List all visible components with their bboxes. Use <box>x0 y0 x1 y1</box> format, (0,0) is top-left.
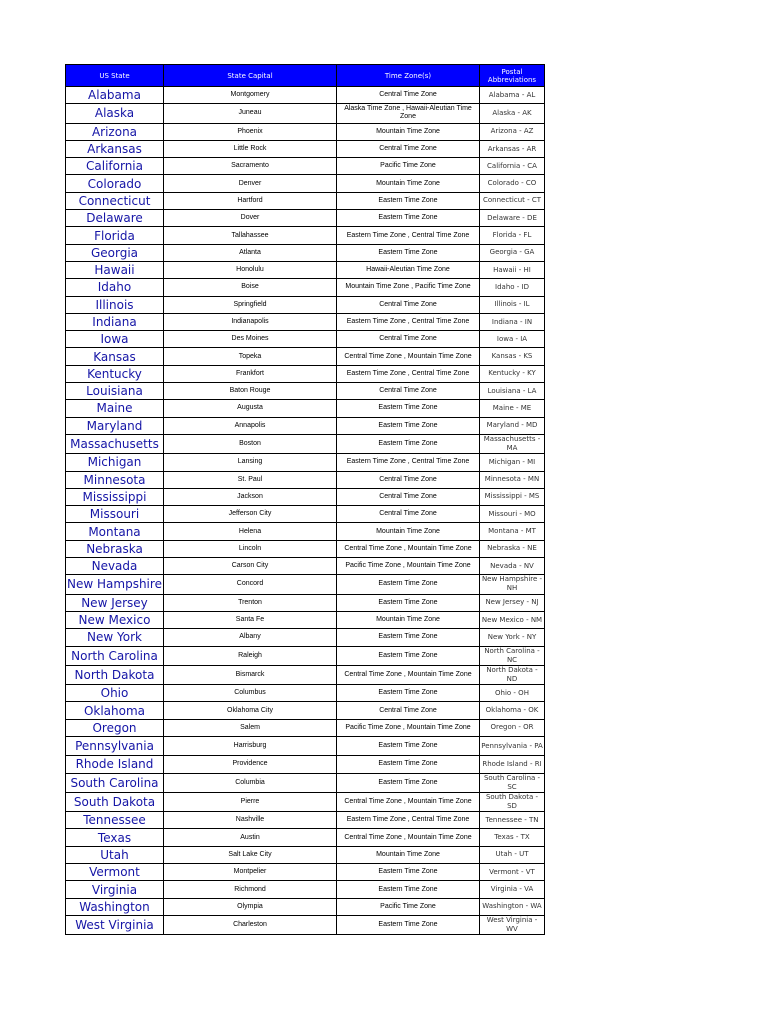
state-capital-cell: Indianapolis <box>164 313 337 330</box>
time-zone-cell: Eastern Time Zone , Central Time Zone <box>337 812 480 829</box>
state-name-cell: Arkansas <box>66 140 164 157</box>
state-name-cell: Connecticut <box>66 192 164 209</box>
time-zone-cell: Central Time Zone <box>337 140 480 157</box>
state-capital-cell: Helena <box>164 523 337 540</box>
state-capital-cell: Atlanta <box>164 244 337 261</box>
state-name-cell: Alabama <box>66 87 164 104</box>
time-zone-cell: Pacific Time Zone <box>337 898 480 915</box>
postal-abbreviation-cell: Arizona - AZ <box>480 123 545 140</box>
table-row <box>66 629 545 646</box>
state-name-cell: Ohio <box>66 685 164 702</box>
table-row <box>66 261 545 278</box>
header-postal-abbreviations: Postal Abbreviations <box>480 65 545 87</box>
table-row <box>66 719 545 736</box>
postal-abbreviation-cell: South Carolina - SC <box>480 773 545 792</box>
table-row <box>66 756 545 773</box>
postal-abbreviation-cell: Idaho - ID <box>480 279 545 296</box>
table-row <box>66 594 545 611</box>
time-zone-cell: Eastern Time Zone <box>337 629 480 646</box>
state-name-cell: Colorado <box>66 175 164 192</box>
postal-abbreviation-cell: Kansas - KS <box>480 348 545 365</box>
table-row <box>66 506 545 523</box>
state-capital-cell: Montpelier <box>164 864 337 881</box>
state-name-cell: Missouri <box>66 506 164 523</box>
postal-abbreviation-cell: Utah - UT <box>480 846 545 863</box>
postal-abbreviation-cell: Connecticut - CT <box>480 192 545 209</box>
time-zone-cell: Eastern Time Zone <box>337 210 480 227</box>
state-capital-cell: Pierre <box>164 792 337 811</box>
table-row <box>66 227 545 244</box>
time-zone-cell: Eastern Time Zone <box>337 915 480 934</box>
time-zone-cell: Eastern Time Zone <box>337 575 480 594</box>
postal-abbreviation-cell: Pennsylvania - PA <box>480 736 545 755</box>
state-name-cell: Idaho <box>66 279 164 296</box>
table-row <box>66 313 545 330</box>
state-capital-cell: Columbia <box>164 773 337 792</box>
postal-abbreviation-cell: Iowa - IA <box>480 331 545 348</box>
state-name-cell: Nebraska <box>66 540 164 557</box>
table-row <box>66 773 545 792</box>
state-capital-cell: Concord <box>164 575 337 594</box>
state-name-cell: Massachusetts <box>66 434 164 453</box>
postal-abbreviation-cell: West Virginia - WV <box>480 915 545 934</box>
table-row <box>66 646 545 665</box>
table-row <box>66 471 545 488</box>
table-row <box>66 736 545 755</box>
state-name-cell: Florida <box>66 227 164 244</box>
time-zone-cell: Eastern Time Zone <box>337 756 480 773</box>
time-zone-cell: Central Time Zone , Mountain Time Zone <box>337 792 480 811</box>
postal-abbreviation-cell: Montana - MT <box>480 523 545 540</box>
postal-abbreviation-cell: Mississippi - MS <box>480 488 545 505</box>
state-capital-cell: Salt Lake City <box>164 846 337 863</box>
state-capital-cell: Springfield <box>164 296 337 313</box>
postal-abbreviation-cell: Oregon - OR <box>480 719 545 736</box>
state-capital-cell: Albany <box>164 629 337 646</box>
time-zone-cell: Eastern Time Zone <box>337 244 480 261</box>
state-capital-cell: Boise <box>164 279 337 296</box>
state-capital-cell: Salem <box>164 719 337 736</box>
state-name-cell: Georgia <box>66 244 164 261</box>
postal-abbreviation-cell: Colorado - CO <box>480 175 545 192</box>
state-name-cell: Pennsylvania <box>66 736 164 755</box>
time-zone-cell: Eastern Time Zone <box>337 685 480 702</box>
table-row <box>66 898 545 915</box>
state-capital-cell: Richmond <box>164 881 337 898</box>
time-zone-cell: Eastern Time Zone <box>337 434 480 453</box>
state-capital-cell: Baton Rouge <box>164 383 337 400</box>
postal-abbreviation-cell: Maine - ME <box>480 400 545 417</box>
table-row <box>66 87 545 104</box>
time-zone-cell: Mountain Time Zone , Pacific Time Zone <box>337 279 480 296</box>
state-capital-cell: Lincoln <box>164 540 337 557</box>
postal-abbreviation-cell: California - CA <box>480 158 545 175</box>
state-name-cell: Michigan <box>66 454 164 471</box>
state-capital-cell: Oklahoma City <box>164 702 337 719</box>
state-name-cell: South Dakota <box>66 792 164 811</box>
time-zone-cell: Eastern Time Zone <box>337 864 480 881</box>
postal-abbreviation-cell: Michigan - MI <box>480 454 545 471</box>
table-row <box>66 175 545 192</box>
state-capital-cell: Providence <box>164 756 337 773</box>
time-zone-cell: Alaska Time Zone , Hawaii-Aleutian Time Zone <box>337 104 480 123</box>
time-zone-cell: Eastern Time Zone <box>337 417 480 434</box>
state-capital-cell: Boston <box>164 434 337 453</box>
time-zone-cell: Mountain Time Zone <box>337 523 480 540</box>
state-capital-cell: Tallahassee <box>164 227 337 244</box>
state-name-cell: Arizona <box>66 123 164 140</box>
time-zone-cell: Eastern Time Zone <box>337 881 480 898</box>
state-name-cell: Nevada <box>66 558 164 575</box>
table-row <box>66 685 545 702</box>
state-capital-cell: Denver <box>164 175 337 192</box>
table-row <box>66 158 545 175</box>
postal-abbreviation-cell: Nebraska - NE <box>480 540 545 557</box>
state-capital-cell: Nashville <box>164 812 337 829</box>
state-capital-cell: Raleigh <box>164 646 337 665</box>
table-row <box>66 365 545 382</box>
time-zone-cell: Central Time Zone , Mountain Time Zone <box>337 348 480 365</box>
postal-abbreviation-cell: New Mexico - NM <box>480 611 545 628</box>
postal-abbreviation-cell: Illinois - IL <box>480 296 545 313</box>
time-zone-cell: Mountain Time Zone <box>337 175 480 192</box>
table-row <box>66 915 545 934</box>
state-name-cell: North Carolina <box>66 646 164 665</box>
time-zone-cell: Central Time Zone , Mountain Time Zone <box>337 540 480 557</box>
postal-abbreviation-cell: South Dakota - SD <box>480 792 545 811</box>
time-zone-cell: Eastern Time Zone <box>337 773 480 792</box>
state-name-cell: South Carolina <box>66 773 164 792</box>
time-zone-cell: Hawaii-Aleutian Time Zone <box>337 261 480 278</box>
state-capital-cell: Juneau <box>164 104 337 123</box>
time-zone-cell: Central Time Zone <box>337 702 480 719</box>
table-row <box>66 488 545 505</box>
postal-abbreviation-cell: Kentucky - KY <box>480 365 545 382</box>
time-zone-cell: Central Time Zone , Mountain Time Zone <box>337 665 480 684</box>
time-zone-cell: Pacific Time Zone , Mountain Time Zone <box>337 719 480 736</box>
postal-abbreviation-cell: Vermont - VT <box>480 864 545 881</box>
postal-abbreviation-cell: New Jersey - NJ <box>480 594 545 611</box>
time-zone-cell: Eastern Time Zone <box>337 646 480 665</box>
table-row <box>66 702 545 719</box>
postal-abbreviation-cell: Hawaii - HI <box>480 261 545 278</box>
postal-abbreviation-cell: Florida - FL <box>480 227 545 244</box>
table-row <box>66 417 545 434</box>
state-capital-cell: Charleston <box>164 915 337 934</box>
table-row <box>66 123 545 140</box>
postal-abbreviation-cell: Alabama - AL <box>480 87 545 104</box>
postal-abbreviation-cell: New York - NY <box>480 629 545 646</box>
state-capital-cell: Topeka <box>164 348 337 365</box>
table-row <box>66 665 545 684</box>
state-capital-cell: Trenton <box>164 594 337 611</box>
state-name-cell: Utah <box>66 846 164 863</box>
postal-abbreviation-cell: Indiana - IN <box>480 313 545 330</box>
table-row <box>66 210 545 227</box>
postal-abbreviation-cell: Ohio - OH <box>480 685 545 702</box>
postal-abbreviation-cell: Louisiana - LA <box>480 383 545 400</box>
time-zone-cell: Pacific Time Zone <box>337 158 480 175</box>
state-name-cell: New Jersey <box>66 594 164 611</box>
postal-abbreviation-cell: Missouri - MO <box>480 506 545 523</box>
postal-abbreviation-cell: Rhode Island - RI <box>480 756 545 773</box>
header-us-state: US State <box>66 65 164 87</box>
state-name-cell: Maine <box>66 400 164 417</box>
state-capital-cell: Olympia <box>164 898 337 915</box>
time-zone-cell: Eastern Time Zone <box>337 400 480 417</box>
state-name-cell: Oklahoma <box>66 702 164 719</box>
state-capital-cell: Columbus <box>164 685 337 702</box>
time-zone-cell: Central Time Zone <box>337 383 480 400</box>
postal-abbreviation-cell: North Carolina - NC <box>480 646 545 665</box>
table-row <box>66 383 545 400</box>
time-zone-cell: Mountain Time Zone <box>337 611 480 628</box>
state-capital-cell: Carson City <box>164 558 337 575</box>
state-name-cell: Maryland <box>66 417 164 434</box>
state-name-cell: Montana <box>66 523 164 540</box>
table-row <box>66 829 545 846</box>
table-row <box>66 104 545 123</box>
state-name-cell: Kansas <box>66 348 164 365</box>
time-zone-cell: Central Time Zone <box>337 471 480 488</box>
postal-abbreviation-cell: North Dakota - ND <box>480 665 545 684</box>
state-name-cell: Louisiana <box>66 383 164 400</box>
state-capital-cell: Jefferson City <box>164 506 337 523</box>
state-name-cell: New Mexico <box>66 611 164 628</box>
state-name-cell: Texas <box>66 829 164 846</box>
table-row <box>66 400 545 417</box>
state-name-cell: Vermont <box>66 864 164 881</box>
time-zone-cell: Eastern Time Zone <box>337 594 480 611</box>
table-row <box>66 792 545 811</box>
table-row <box>66 611 545 628</box>
table-row <box>66 192 545 209</box>
postal-abbreviation-cell: Maryland - MD <box>480 417 545 434</box>
postal-abbreviation-cell: Washington - WA <box>480 898 545 915</box>
state-capital-cell: Little Rock <box>164 140 337 157</box>
state-capital-cell: Austin <box>164 829 337 846</box>
state-name-cell: New Hampshire <box>66 575 164 594</box>
state-capital-cell: Honolulu <box>164 261 337 278</box>
state-name-cell: California <box>66 158 164 175</box>
postal-abbreviation-cell: Minnesota - MN <box>480 471 545 488</box>
state-capital-cell: Bismarck <box>164 665 337 684</box>
time-zone-cell: Central Time Zone , Mountain Time Zone <box>337 829 480 846</box>
postal-abbreviation-cell: Arkansas - AR <box>480 140 545 157</box>
state-name-cell: Rhode Island <box>66 756 164 773</box>
table-row <box>66 140 545 157</box>
postal-abbreviation-cell: Alaska - AK <box>480 104 545 123</box>
time-zone-cell: Central Time Zone <box>337 506 480 523</box>
table-row <box>66 454 545 471</box>
postal-abbreviation-cell: Texas - TX <box>480 829 545 846</box>
time-zone-cell: Eastern Time Zone , Central Time Zone <box>337 313 480 330</box>
time-zone-cell: Eastern Time Zone , Central Time Zone <box>337 454 480 471</box>
postal-abbreviation-cell: Georgia - GA <box>480 244 545 261</box>
state-capital-cell: Hartford <box>164 192 337 209</box>
state-capital-cell: Harrisburg <box>164 736 337 755</box>
state-capital-cell: Montgomery <box>164 87 337 104</box>
state-name-cell: Mississippi <box>66 488 164 505</box>
table-body <box>66 87 545 935</box>
time-zone-cell: Eastern Time Zone <box>337 736 480 755</box>
table-row <box>66 881 545 898</box>
table-row <box>66 812 545 829</box>
postal-abbreviation-cell: Virginia - VA <box>480 881 545 898</box>
postal-abbreviation-cell: Oklahoma - OK <box>480 702 545 719</box>
state-name-cell: New York <box>66 629 164 646</box>
state-capital-cell: Jackson <box>164 488 337 505</box>
table-row <box>66 331 545 348</box>
table-row <box>66 279 545 296</box>
table-row <box>66 244 545 261</box>
state-name-cell: North Dakota <box>66 665 164 684</box>
state-name-cell: Indiana <box>66 313 164 330</box>
table-row <box>66 864 545 881</box>
postal-abbreviation-cell: Tennessee - TN <box>480 812 545 829</box>
time-zone-cell: Eastern Time Zone <box>337 192 480 209</box>
time-zone-cell: Central Time Zone <box>337 296 480 313</box>
postal-abbreviation-cell: Massachusetts - MA <box>480 434 545 453</box>
postal-abbreviation-cell: New Hampshire - NH <box>480 575 545 594</box>
table-row <box>66 846 545 863</box>
state-capital-cell: Lansing <box>164 454 337 471</box>
time-zone-cell: Central Time Zone <box>337 331 480 348</box>
state-name-cell: Illinois <box>66 296 164 313</box>
table-row <box>66 348 545 365</box>
time-zone-cell: Eastern Time Zone , Central Time Zone <box>337 227 480 244</box>
state-capital-cell: Dover <box>164 210 337 227</box>
state-name-cell: Kentucky <box>66 365 164 382</box>
header-time-zones: Time Zone(s) <box>337 65 480 87</box>
state-name-cell: Minnesota <box>66 471 164 488</box>
state-capital-cell: Augusta <box>164 400 337 417</box>
state-capital-cell: St. Paul <box>164 471 337 488</box>
time-zone-cell: Pacific Time Zone , Mountain Time Zone <box>337 558 480 575</box>
time-zone-cell: Central Time Zone <box>337 488 480 505</box>
time-zone-cell: Central Time Zone <box>337 87 480 104</box>
postal-abbreviation-cell: Delaware - DE <box>480 210 545 227</box>
postal-abbreviation-cell: Nevada - NV <box>480 558 545 575</box>
time-zone-cell: Eastern Time Zone , Central Time Zone <box>337 365 480 382</box>
header-state-capital: State Capital <box>164 65 337 87</box>
state-capital-cell: Des Moines <box>164 331 337 348</box>
state-name-cell: West Virginia <box>66 915 164 934</box>
table-row <box>66 296 545 313</box>
state-capital-cell: Annapolis <box>164 417 337 434</box>
state-capital-cell: Sacramento <box>164 158 337 175</box>
table-row <box>66 523 545 540</box>
state-capital-cell: Phoenix <box>164 123 337 140</box>
time-zone-cell: Mountain Time Zone <box>337 123 480 140</box>
state-name-cell: Hawaii <box>66 261 164 278</box>
state-name-cell: Delaware <box>66 210 164 227</box>
states-table <box>65 64 545 935</box>
table-row <box>66 434 545 453</box>
state-name-cell: Oregon <box>66 719 164 736</box>
state-name-cell: Washington <box>66 898 164 915</box>
state-name-cell: Alaska <box>66 104 164 123</box>
state-capital-cell: Frankfort <box>164 365 337 382</box>
header-row <box>66 65 545 87</box>
table-row <box>66 575 545 594</box>
state-capital-cell: Santa Fe <box>164 611 337 628</box>
state-name-cell: Tennessee <box>66 812 164 829</box>
table-row <box>66 540 545 557</box>
table-row <box>66 558 545 575</box>
state-name-cell: Iowa <box>66 331 164 348</box>
state-name-cell: Virginia <box>66 881 164 898</box>
time-zone-cell: Mountain Time Zone <box>337 846 480 863</box>
